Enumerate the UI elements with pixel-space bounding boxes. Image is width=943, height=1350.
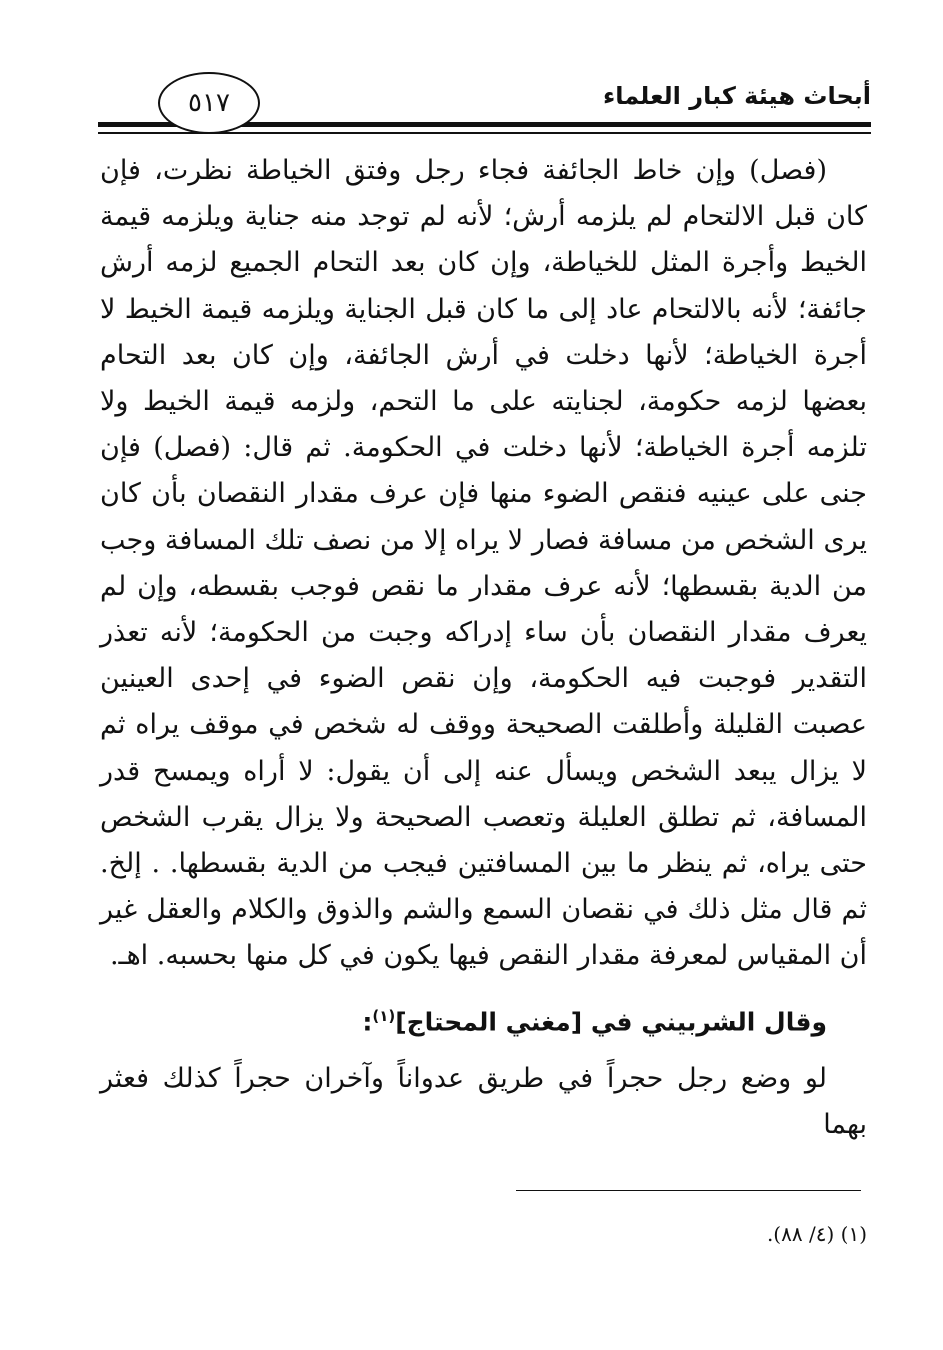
footnote-text: (٤/ ٨٨). [766,1222,835,1246]
subheading-text: وقال الشربيني في [مغني المحتاج] [395,1006,827,1036]
footnote-1 [767,1222,867,1246]
footnote-marker: (١) [840,1222,867,1246]
paragraph-fasl: (فصل) وإن خاط الجائفة فجاء رجل وفتق الخياطة نظرت، فإن كان قبل الالتحام لم يلزمه أرش؛ لأنه لم توجد منه جناية ويلزمه قيمة الخيط وأجرة المثل للخياطة، وإن كان بعد التحام الجميع لزمه أرش جائفة؛ لأنه بالالتحام عاد إلى ما كان قبل الجناية ويلزمه قيمة الخيط لا أجرة الخياطة؛ لأنها دخلت في أرش الجائفة، وإن كان بعد التحام بعضها لزمه حكومة، لجنايته على ما التحم، ولزمه قيمة الخيط ولا تلزمه أجرة الخياطة؛ لأنها دخلت في الحكومة. ثم قال: (فصل) فإن جنى على عينيه فنقص الضوء منها فإن عرف مقدار النقصان بأن كان يرى الشخص من مسافة فصار لا يراه إلا من نصف تلك المسافة وجب من الدية بقسطها؛ لأنه عرف مقدار ما نقص فوجب بقسطه، وإن لم يعرف مقدار النقصان بأن ساء إدراكه وجبت من الحكومة؛ لأنه تعذر التقدير فوجبت فيه الحكومة، وإن نقص الضوء في إحدى العينين عصبت القليلة وأطلقت الصحيحة ووقف له شخص في موقف يراه ثم لا يزال يبعد الشخص ويسأل عنه إلى أن يقول: لا أراه ويمسح قدر المسافة، ثم تطلق العليلة وتعصب الصحيحة ولا يزال يقرب الشخص حتى يراه، ثم ينظر ما بين المسافتين فيجب من الدية بقسطها. . إلخ. ثم قال مثل ذلك في نقصان السمع والشم والذوق والكلام والعقل غير أن المقياس لمعرفة مقدار النقص فيها يكون في كل منها بحسبه. اهـ. [100,155,867,972]
page-number: ٥١٧ [188,88,230,118]
footnote-separator [516,1190,861,1191]
subheading-colon: : [362,1006,373,1036]
footnote-ref[interactable]: (١) [372,1006,396,1025]
running-header-title: أبحاث هيئة كبار العلماء [602,82,871,110]
main-text [100,148,867,1148]
paragraph-quote: لو وضع رجل حجراً في طريق عدواناً وآخران حجراً كذلك فعثر بهما [100,1062,867,1141]
page-number-badge [158,72,260,134]
subheading-sherbini [100,988,867,1050]
